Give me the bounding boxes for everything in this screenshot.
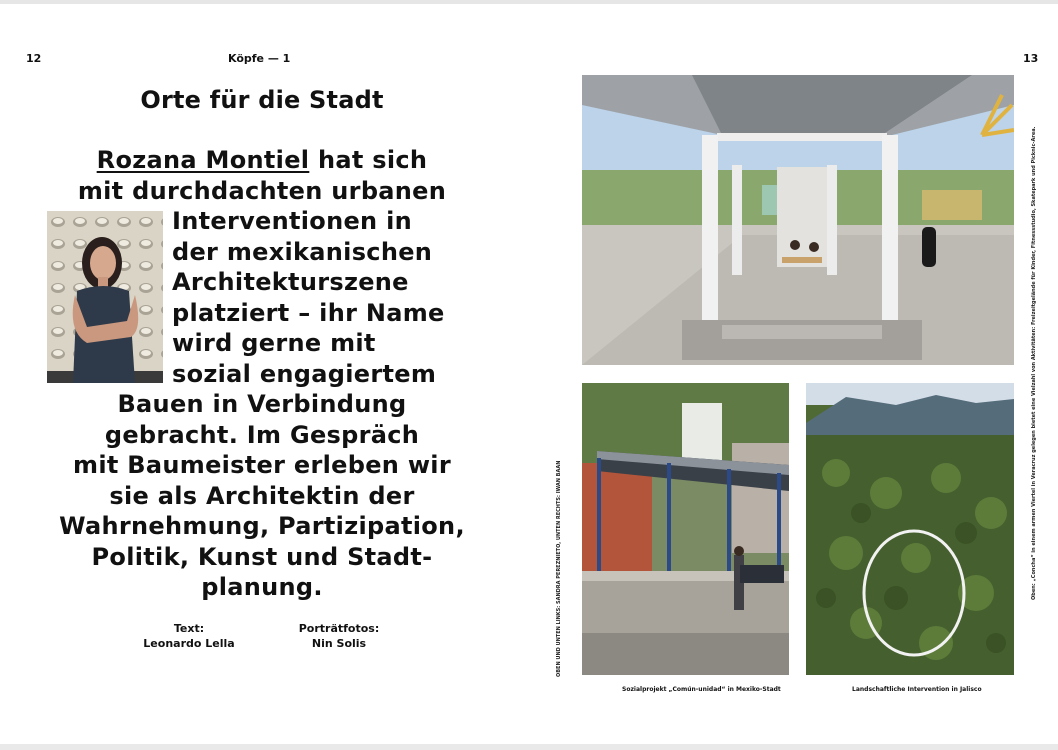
lead-line-15: planung.: [201, 573, 323, 601]
vertical-photo-credit: OBEN UND UNTEN LINKS: SANDRA PEREZNIETO, UNTEN RECHTS: IWAN BAAN: [556, 460, 562, 677]
lead-line-6: platziert – ihr Name: [172, 298, 445, 327]
lead-line-9: Bauen in Verbindung: [117, 390, 407, 418]
photo-credit: [280, 621, 398, 651]
page-number-left: 12: [26, 52, 42, 65]
lead-paragraph: [50, 145, 474, 605]
lead-line-2: mit durchdachten urbanen: [77, 176, 447, 205]
pavilion-photo: [582, 75, 1014, 365]
photo-credit-author: Nin Solis: [311, 637, 367, 650]
section-label: Köpfe — 1: [228, 52, 291, 65]
lead-line-7: wird gerne mit: [172, 329, 376, 357]
text-credit-author: Leonardo Lella: [143, 637, 235, 650]
text-credit: [130, 621, 248, 651]
lead-line-5: Architekturszene: [172, 268, 409, 296]
photo-credit-label: Porträtfotos:: [298, 622, 380, 635]
lead-line-10: gebracht. Im Gespräch: [104, 420, 420, 449]
lead-line-3: Interventionen in: [172, 207, 413, 235]
text-credit-label: Text:: [173, 622, 205, 635]
page-number-right: 13: [1023, 52, 1039, 65]
comun-unidad-photo: [582, 383, 789, 675]
caption-jalisco: Landschaftliche Intervention in Jalisco: [852, 686, 982, 693]
lead-line-8: sozial engagiertem: [172, 359, 437, 388]
article-title: Orte für die Stadt: [140, 86, 384, 114]
architect-name-link[interactable]: Rozana Montiel: [96, 146, 310, 174]
caption-comun-unidad: Sozialprojekt „Común-unidad“ in Mexiko-Stadt: [622, 686, 781, 693]
lead-line-4: der mexikanischen: [172, 237, 433, 266]
lead-line-12: sie als Architektin der: [109, 481, 415, 510]
lead-line-11: mit Baumeister erleben wir: [73, 451, 451, 479]
lead-line-13: Wahrnehmung, Partizipation,: [59, 512, 465, 540]
jalisco-photo: [806, 383, 1014, 675]
vertical-side-caption: Oben: „Concha“ in einem armen Viertel in Veracruz gelegen bietet eine Vielzahl von Aktivitäten: Freizeitgelände für Kinder, Fitnessstudio, Skatepark und Picknic-Area.: [1031, 126, 1037, 600]
lead-line-1: Rozana Montiel hat sich: [96, 146, 428, 174]
lead-line-14: Politik, Kunst und Stadt-: [91, 542, 433, 571]
